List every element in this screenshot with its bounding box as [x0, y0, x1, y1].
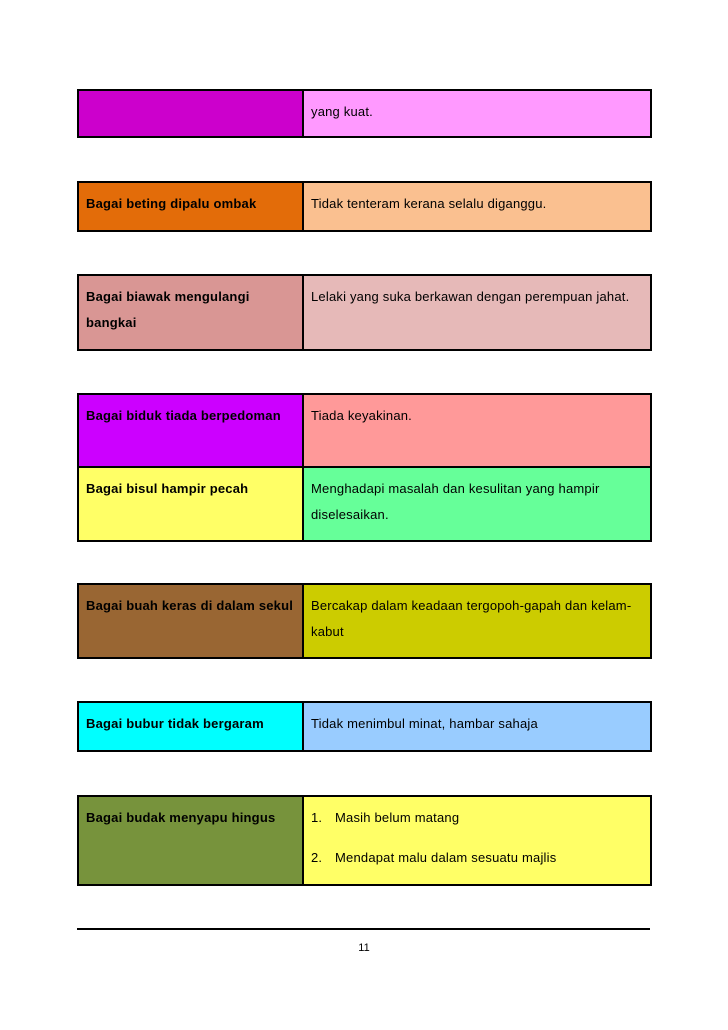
peribahasa-table — [77, 795, 652, 886]
term-cell: Bagai beting dipalu ombak — [78, 182, 303, 231]
footer-divider — [77, 928, 650, 930]
list-number: 2. — [311, 850, 323, 865]
term-cell: Bagai bisul hampir pecah — [78, 467, 303, 541]
table-row — [78, 702, 651, 751]
meaning-cell: Menghadapi masalah dan kesulitan yang hampir diselesaikan. — [303, 467, 651, 541]
list-number: 1. — [311, 810, 323, 825]
meaning-cell: Lelaki yang suka berkawan dengan perempuan jahat. — [303, 275, 651, 350]
list-item — [311, 845, 643, 871]
meaning-cell: Bercakap dalam keadaan tergopoh-gapah dan kelam-kabut — [303, 584, 651, 658]
peribahasa-table — [77, 89, 652, 138]
peribahasa-table — [77, 181, 652, 232]
table-row — [78, 90, 651, 137]
table-row — [78, 394, 651, 467]
list-item — [311, 805, 643, 831]
meaning-cell: Tidak menimbul minat, hambar sahaja — [303, 702, 651, 751]
term-cell — [78, 90, 303, 137]
peribahasa-table — [77, 583, 652, 659]
meaning-cell: yang kuat. — [303, 90, 651, 137]
table-row — [78, 796, 651, 885]
peribahasa-table — [77, 274, 652, 351]
term-cell: Bagai buah keras di dalam sekul — [78, 584, 303, 658]
table-row — [78, 182, 651, 231]
term-cell: Bagai bubur tidak bergaram — [78, 702, 303, 751]
peribahasa-table — [77, 701, 652, 752]
list-text: Masih belum matang — [335, 810, 460, 825]
peribahasa-table — [77, 393, 652, 542]
term-cell: Bagai budak menyapu hingus — [78, 796, 303, 885]
list-text: Mendapat malu dalam sesuatu majlis — [335, 850, 557, 865]
term-cell: Bagai biawak mengulangi bangkai — [78, 275, 303, 350]
table-row — [78, 275, 651, 350]
page-number: 11 — [358, 942, 370, 954]
meaning-cell: Tiada keyakinan. — [303, 394, 651, 467]
meaning-list-cell — [303, 796, 651, 885]
table-row — [78, 467, 651, 541]
table-row — [78, 584, 651, 658]
term-cell: Bagai biduk tiada berpedoman — [78, 394, 303, 467]
meaning-cell: Tidak tenteram kerana selalu diganggu. — [303, 182, 651, 231]
